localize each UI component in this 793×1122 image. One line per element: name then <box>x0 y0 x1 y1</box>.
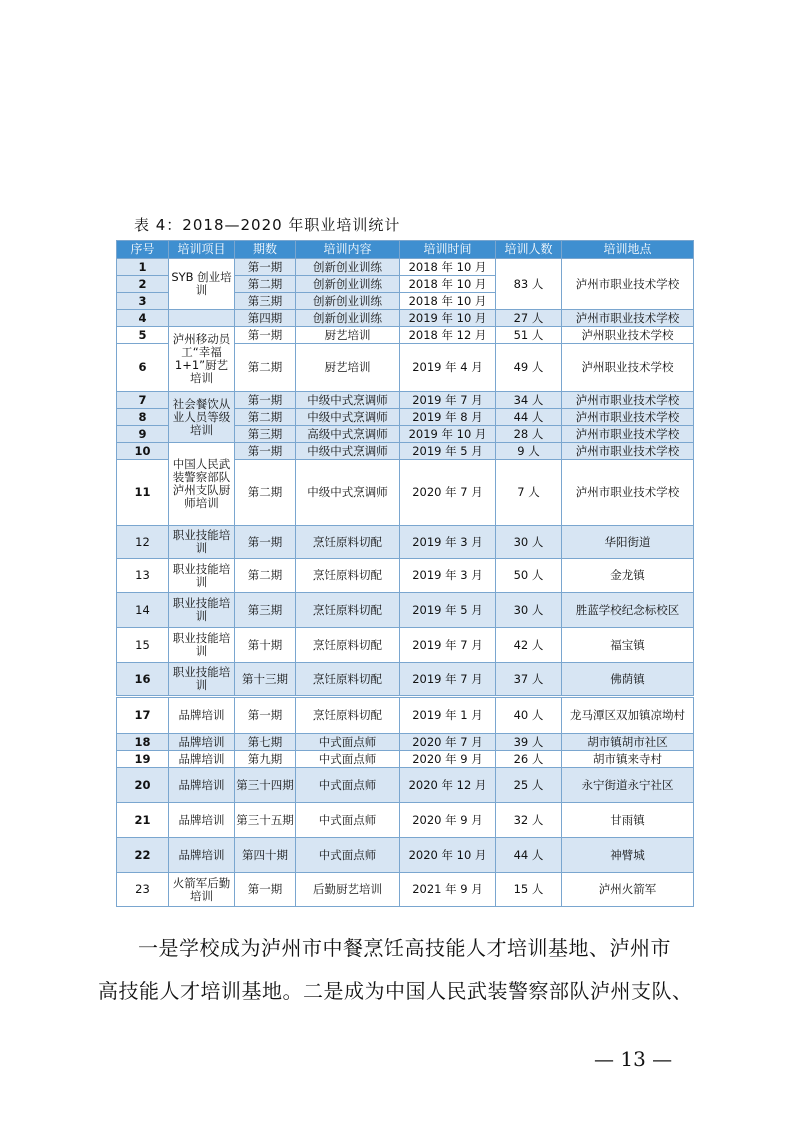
row-count: 30 人 <box>496 526 562 559</box>
row-project: 职业技能培训 <box>169 559 235 593</box>
row-period: 第二期 <box>235 409 296 426</box>
row-project: 品牌培训 <box>169 697 235 734</box>
row-no: 12 <box>117 526 169 559</box>
row-no: 21 <box>117 803 169 838</box>
row-time: 2019 年 7 月 <box>400 628 496 663</box>
row-count: 39 人 <box>496 734 562 751</box>
table-row <box>117 751 694 768</box>
row-period: 第十期 <box>235 628 296 663</box>
row-project: SYB 创业培训 <box>169 259 235 310</box>
row-count: 7 人 <box>496 460 562 526</box>
row-period: 第二期 <box>235 276 296 293</box>
header-count: 培训人数 <box>496 241 562 259</box>
row-content: 烹饪原料切配 <box>296 628 400 663</box>
row-no: 14 <box>117 593 169 628</box>
row-no: 5 <box>117 327 169 344</box>
row-project <box>169 310 235 327</box>
row-place: 泸州市职业技术学校 <box>562 443 694 460</box>
row-content: 创新创业训练 <box>296 293 400 310</box>
row-project: 品牌培训 <box>169 734 235 751</box>
row-time: 2018 年 12 月 <box>400 327 496 344</box>
row-project: 职业技能培训 <box>169 593 235 628</box>
row-content: 烹饪原料切配 <box>296 559 400 593</box>
row-count: 49 人 <box>496 344 562 392</box>
row-count: 25 人 <box>496 768 562 803</box>
row-place: 泸州职业技术学校 <box>562 327 694 344</box>
table-row <box>117 443 694 460</box>
row-no: 18 <box>117 734 169 751</box>
row-time: 2019 年 5 月 <box>400 593 496 628</box>
row-content: 中式面点师 <box>296 751 400 768</box>
row-content: 中级中式烹调师 <box>296 409 400 426</box>
training-statistics-table <box>116 240 694 907</box>
table-header-row <box>117 241 694 259</box>
row-place: 泸州市职业技术学校 <box>562 392 694 409</box>
table-row <box>117 327 694 344</box>
row-content: 中式面点师 <box>296 838 400 873</box>
row-time: 2020 年 10 月 <box>400 838 496 873</box>
row-place: 泸州市职业技术学校 <box>562 409 694 426</box>
row-project: 职业技能培训 <box>169 663 235 697</box>
row-time: 2020 年 7 月 <box>400 734 496 751</box>
row-period: 第二期 <box>235 460 296 526</box>
row-place: 胡市镇来寺村 <box>562 751 694 768</box>
row-period: 第一期 <box>235 327 296 344</box>
row-count: 44 人 <box>496 838 562 873</box>
row-project: 品牌培训 <box>169 803 235 838</box>
row-no: 4 <box>117 310 169 327</box>
row-time: 2018 年 10 月 <box>400 276 496 293</box>
table-row <box>117 697 694 734</box>
row-count: 9 人 <box>496 443 562 460</box>
row-time: 2019 年 7 月 <box>400 392 496 409</box>
row-no: 11 <box>117 460 169 526</box>
row-period: 第四期 <box>235 310 296 327</box>
row-place: 胜蓝学校纪念标校区 <box>562 593 694 628</box>
row-no: 9 <box>117 426 169 443</box>
row-period: 第七期 <box>235 734 296 751</box>
row-period: 第一期 <box>235 526 296 559</box>
row-no: 2 <box>117 276 169 293</box>
row-time: 2019 年 5 月 <box>400 443 496 460</box>
row-no: 22 <box>117 838 169 873</box>
row-period: 第九期 <box>235 751 296 768</box>
row-place: 福宝镇 <box>562 628 694 663</box>
header-project: 培训项目 <box>169 241 235 259</box>
header-content: 培训内容 <box>296 241 400 259</box>
row-period: 第一期 <box>235 392 296 409</box>
row-count: 51 人 <box>496 327 562 344</box>
row-content: 中级中式烹调师 <box>296 392 400 409</box>
header-time: 培训时间 <box>400 241 496 259</box>
row-project: 中国人民武装警察部队泸州支队厨师培训 <box>169 443 235 526</box>
row-period: 第三期 <box>235 426 296 443</box>
row-time: 2021 年 9 月 <box>400 873 496 907</box>
row-count: 32 人 <box>496 803 562 838</box>
table-row <box>117 392 694 409</box>
row-project: 职业技能培训 <box>169 628 235 663</box>
row-period: 第三期 <box>235 293 296 310</box>
header-place: 培训地点 <box>562 241 694 259</box>
page-number: — 13 — <box>594 1047 673 1071</box>
table-caption: 表 4：2018—2020 年职业培训统计 <box>134 216 401 234</box>
row-time: 2019 年 3 月 <box>400 526 496 559</box>
row-count: 44 人 <box>496 409 562 426</box>
table-row <box>117 803 694 838</box>
row-no: 23 <box>117 873 169 907</box>
row-place: 泸州市职业技术学校 <box>562 310 694 327</box>
row-project: 火箭军后勤培训 <box>169 873 235 907</box>
row-period: 第二期 <box>235 559 296 593</box>
row-count: 27 人 <box>496 310 562 327</box>
row-project: 社会餐饮从业人员等级培训 <box>169 392 235 443</box>
table-row <box>117 663 694 697</box>
row-count: 50 人 <box>496 559 562 593</box>
table-row <box>117 593 694 628</box>
row-content: 高级中式烹调师 <box>296 426 400 443</box>
row-place: 佛荫镇 <box>562 663 694 697</box>
row-time: 2020 年 9 月 <box>400 751 496 768</box>
row-content: 创新创业训练 <box>296 310 400 327</box>
row-place: 泸州职业技术学校 <box>562 344 694 392</box>
row-place: 胡市镇胡市社区 <box>562 734 694 751</box>
row-content: 中式面点师 <box>296 768 400 803</box>
row-count: 37 人 <box>496 663 562 697</box>
row-no: 20 <box>117 768 169 803</box>
body-paragraph-line-1: 一是学校成为泸州市中餐烹饪高技能人才培训基地、泸州市 <box>138 936 671 960</box>
table-row <box>117 559 694 593</box>
row-place: 泸州市职业技术学校 <box>562 460 694 526</box>
row-no: 6 <box>117 344 169 392</box>
row-place: 泸州市职业技术学校 <box>562 426 694 443</box>
row-time: 2019 年 1 月 <box>400 697 496 734</box>
row-time: 2020 年 12 月 <box>400 768 496 803</box>
row-period: 第一期 <box>235 259 296 276</box>
table-row <box>117 310 694 327</box>
row-no: 17 <box>117 697 169 734</box>
header-no: 序号 <box>117 241 169 259</box>
row-period: 第一期 <box>235 873 296 907</box>
row-time: 2019 年 10 月 <box>400 426 496 443</box>
row-no: 19 <box>117 751 169 768</box>
row-place: 金龙镇 <box>562 559 694 593</box>
table-row <box>117 628 694 663</box>
header-period: 期数 <box>235 241 296 259</box>
row-count: 42 人 <box>496 628 562 663</box>
row-content: 后勤厨艺培训 <box>296 873 400 907</box>
table-row <box>117 259 694 276</box>
row-time: 2020 年 7 月 <box>400 460 496 526</box>
row-content: 厨艺培训 <box>296 344 400 392</box>
row-time: 2019 年 8 月 <box>400 409 496 426</box>
row-period: 第一期 <box>235 697 296 734</box>
row-no: 10 <box>117 443 169 460</box>
row-time: 2018 年 10 月 <box>400 293 496 310</box>
row-count: 34 人 <box>496 392 562 409</box>
row-project: 品牌培训 <box>169 751 235 768</box>
row-content: 烹饪原料切配 <box>296 697 400 734</box>
row-place: 神臂城 <box>562 838 694 873</box>
row-content: 烹饪原料切配 <box>296 593 400 628</box>
row-no: 15 <box>117 628 169 663</box>
row-content: 创新创业训练 <box>296 259 400 276</box>
row-count: 28 人 <box>496 426 562 443</box>
row-place: 泸州火箭军 <box>562 873 694 907</box>
row-content: 中式面点师 <box>296 734 400 751</box>
row-time: 2019 年 4 月 <box>400 344 496 392</box>
row-content: 烹饪原料切配 <box>296 663 400 697</box>
row-place: 华阳街道 <box>562 526 694 559</box>
row-no: 16 <box>117 663 169 697</box>
row-no: 3 <box>117 293 169 310</box>
row-period: 第一期 <box>235 443 296 460</box>
table-row <box>117 873 694 907</box>
row-count: 15 人 <box>496 873 562 907</box>
row-project: 泸州移动员工“幸福 1+1”厨艺培训 <box>169 327 235 392</box>
row-project: 职业技能培训 <box>169 526 235 559</box>
row-place: 泸州市职业技术学校 <box>562 259 694 310</box>
row-count: 40 人 <box>496 697 562 734</box>
row-period: 第三期 <box>235 593 296 628</box>
row-content: 厨艺培训 <box>296 327 400 344</box>
row-no: 7 <box>117 392 169 409</box>
table-row <box>117 526 694 559</box>
row-no: 8 <box>117 409 169 426</box>
row-time: 2019 年 10 月 <box>400 310 496 327</box>
row-period: 第三十四期 <box>235 768 296 803</box>
row-place: 龙马潭区双加镇凉坳村 <box>562 697 694 734</box>
row-time: 2018 年 10 月 <box>400 259 496 276</box>
row-time: 2020 年 9 月 <box>400 803 496 838</box>
row-time: 2019 年 3 月 <box>400 559 496 593</box>
row-content: 中级中式烹调师 <box>296 443 400 460</box>
row-time: 2019 年 7 月 <box>400 663 496 697</box>
row-no: 13 <box>117 559 169 593</box>
row-no: 1 <box>117 259 169 276</box>
row-content: 中式面点师 <box>296 803 400 838</box>
row-project: 品牌培训 <box>169 838 235 873</box>
row-project: 品牌培训 <box>169 768 235 803</box>
row-count: 26 人 <box>496 751 562 768</box>
row-place: 永宁街道永宁社区 <box>562 768 694 803</box>
row-count: 30 人 <box>496 593 562 628</box>
row-content: 烹饪原料切配 <box>296 526 400 559</box>
table-row <box>117 768 694 803</box>
row-period: 第二期 <box>235 344 296 392</box>
row-place: 甘雨镇 <box>562 803 694 838</box>
row-count: 83 人 <box>496 259 562 310</box>
row-period: 第十三期 <box>235 663 296 697</box>
table-row <box>117 838 694 873</box>
table-row <box>117 734 694 751</box>
row-period: 第三十五期 <box>235 803 296 838</box>
row-period: 第四十期 <box>235 838 296 873</box>
body-paragraph-line-2: 高技能人才培训基地。二是成为中国人民武装警察部队泸州支队、 <box>98 979 693 1003</box>
row-content: 创新创业训练 <box>296 276 400 293</box>
row-content: 中级中式烹调师 <box>296 460 400 526</box>
